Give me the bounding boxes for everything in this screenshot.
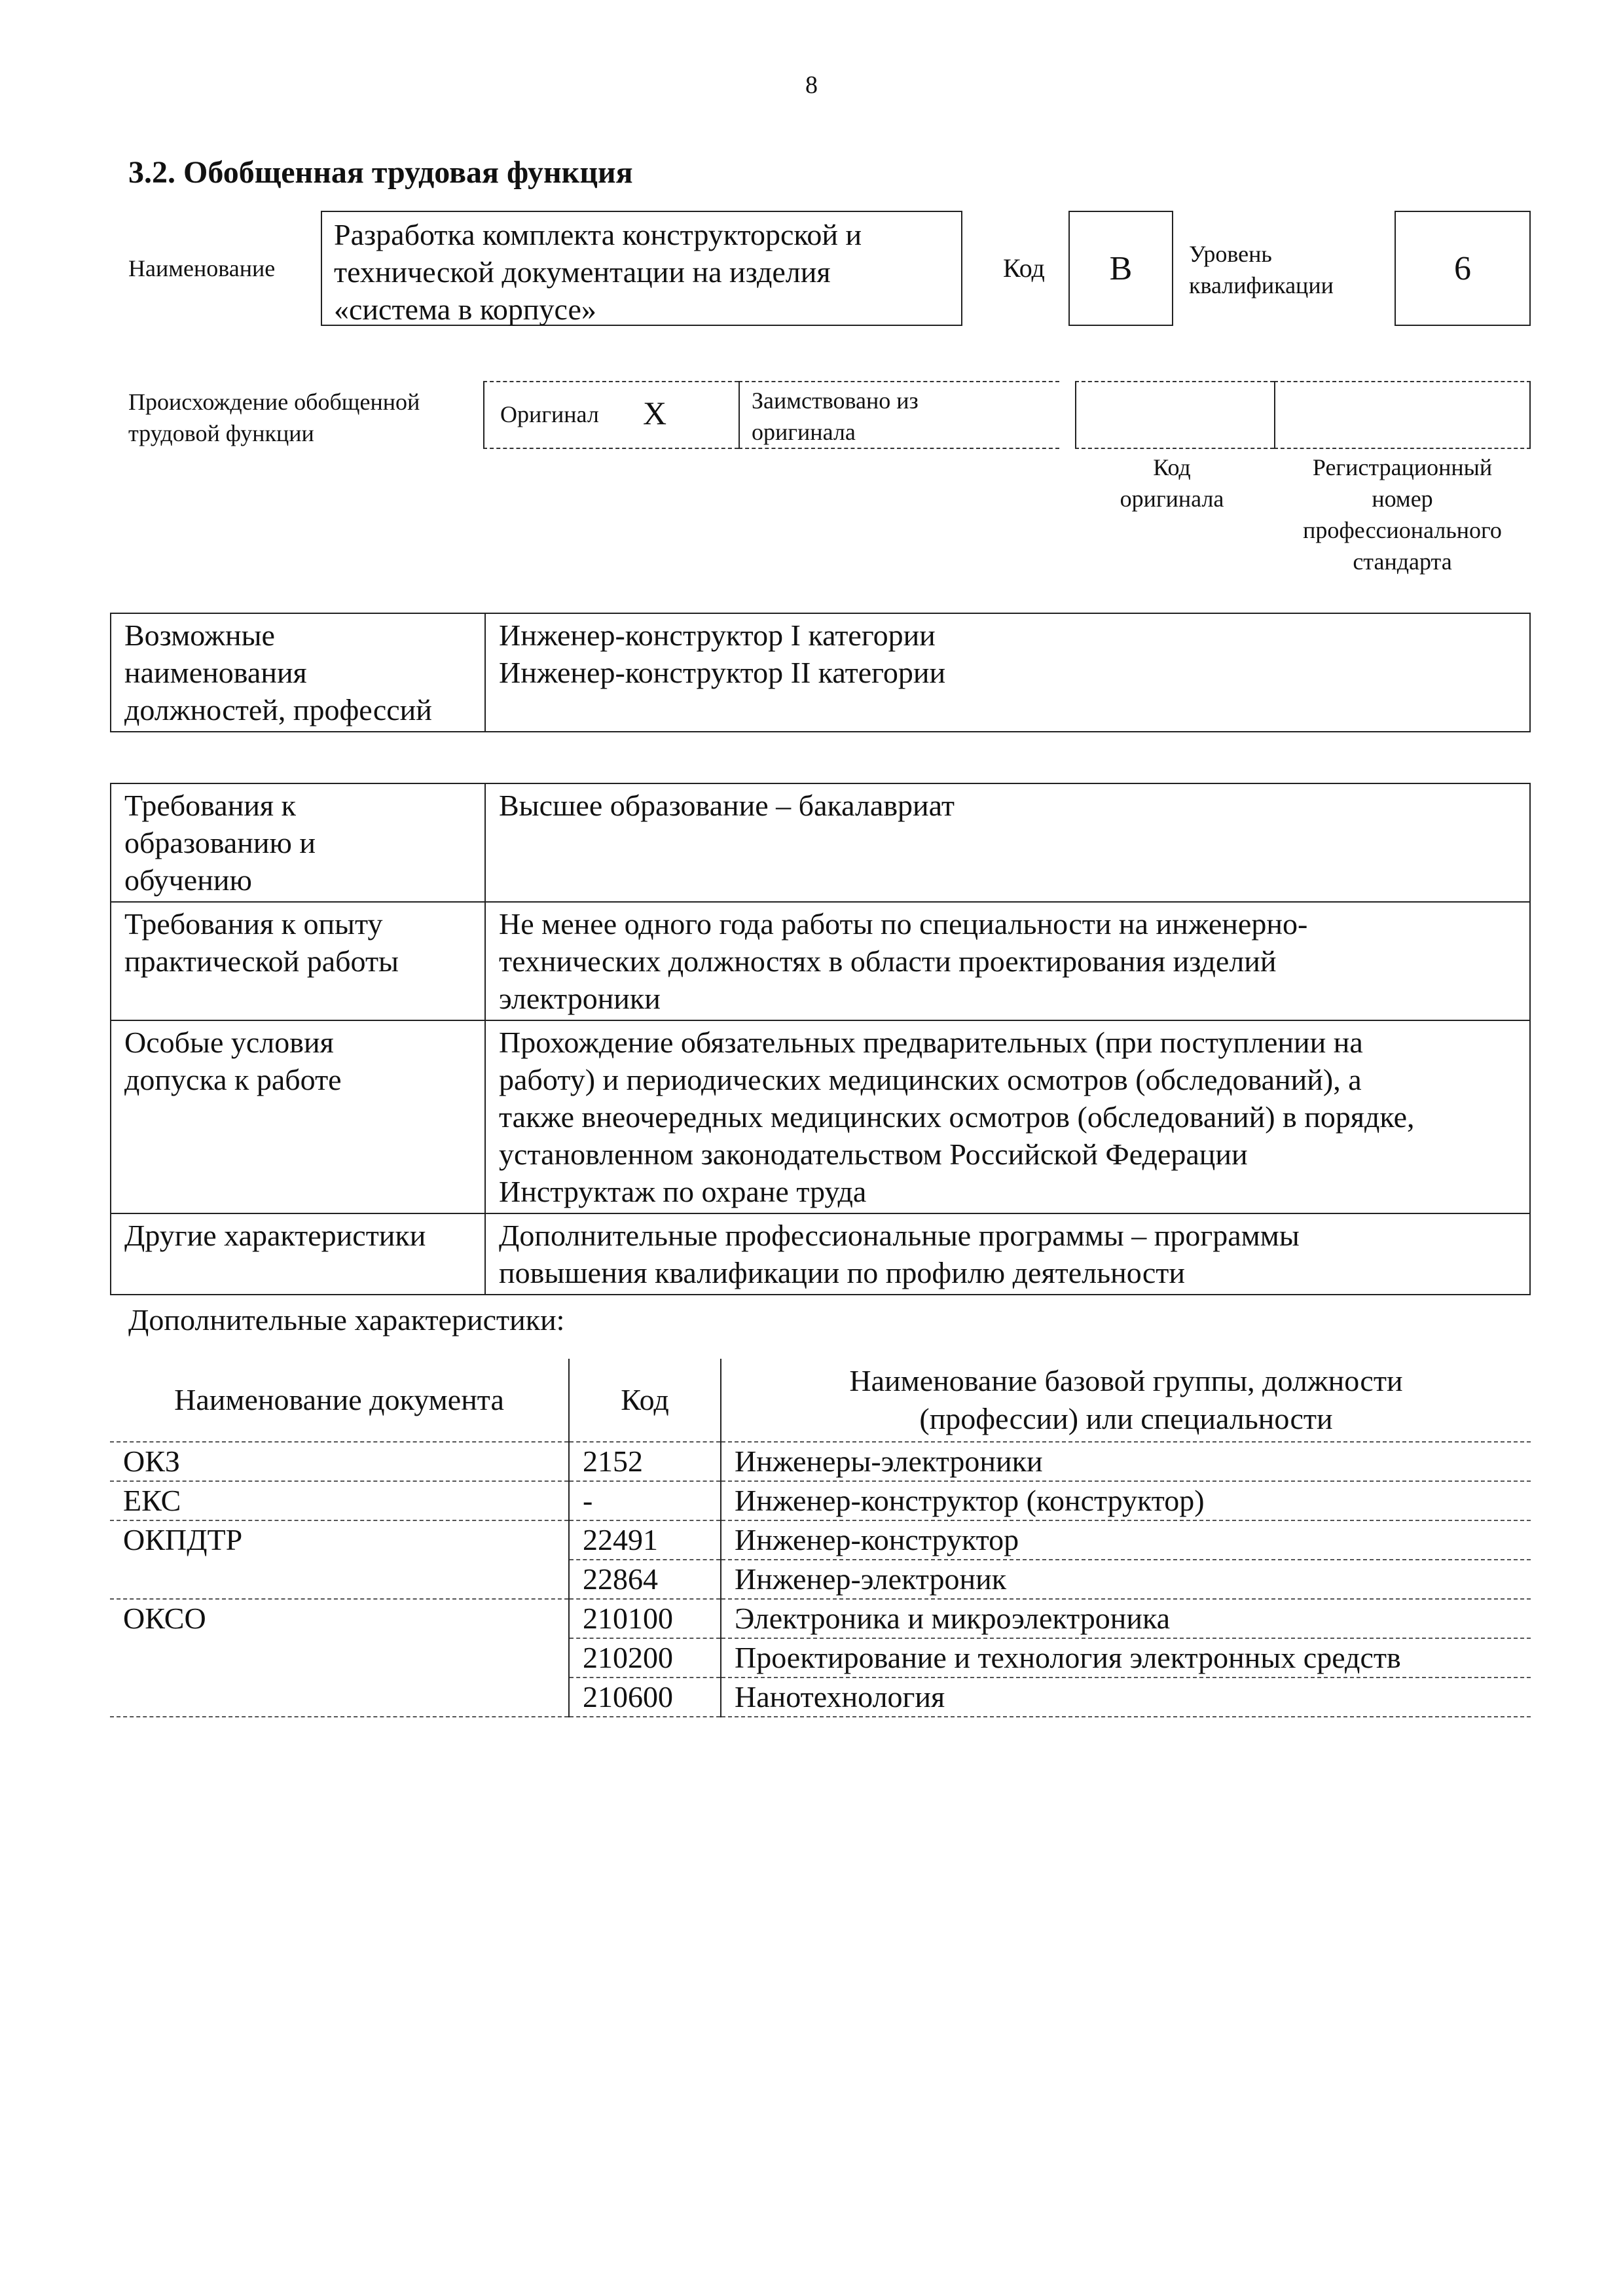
original-cell [483, 381, 739, 449]
table-row [110, 1481, 1531, 1520]
positions-table [110, 613, 1531, 732]
caption-line: стандарта [1353, 548, 1452, 575]
table-row [111, 1213, 1530, 1295]
name-label: Наименование [128, 255, 276, 281]
name-line: Разработка комплекта конструкторской и [334, 218, 862, 251]
borrowed-line: оригинала [752, 419, 856, 445]
origin-label-line: Происхождение обобщенной [128, 389, 420, 415]
cell-name: Инженеры-электроники [721, 1442, 1531, 1481]
req-label: Другие характеристики [111, 1213, 485, 1295]
page-number: 8 [805, 71, 818, 99]
caption-line: номер [1372, 486, 1433, 512]
cell-code: 210600 [569, 1677, 721, 1717]
borrowed-line: Заимствовано из [752, 387, 919, 414]
req-label: Требования к образованию и обучению [111, 783, 485, 902]
borrowed-cell [739, 381, 1059, 449]
cell-name: Инженер-электроник [721, 1560, 1531, 1599]
name-box [321, 211, 962, 326]
level-label [1189, 238, 1334, 301]
table-row [111, 613, 1530, 732]
cell-code: 210100 [569, 1599, 721, 1638]
original-code-cell [1075, 381, 1274, 449]
reg-number-cell [1274, 381, 1531, 449]
cell-doc [110, 1677, 569, 1717]
req-value: Высшее образование – бакалавриат [485, 783, 1530, 902]
level-label-line: квалификации [1189, 272, 1334, 298]
caption-line: оригинала [1120, 486, 1224, 512]
table-header-row [110, 1359, 1531, 1442]
name-line: «система в корпусе» [334, 293, 596, 326]
cell-code: 22864 [569, 1560, 721, 1599]
section-title: 3.2. Обобщенная трудовая функция [128, 155, 633, 190]
cell-code: 22491 [569, 1520, 721, 1560]
caption-line: профессионального [1303, 517, 1502, 543]
table-row [110, 1442, 1531, 1481]
table-row [110, 1599, 1531, 1638]
code-value: B [1068, 211, 1173, 326]
cell-name: Нанотехнология [721, 1677, 1531, 1717]
table-row [110, 1638, 1531, 1677]
code-label: Код [1003, 253, 1045, 283]
req-value: Дополнительные профессиональные программы – программы повышения квалификации по профилю деятельности [485, 1213, 1530, 1295]
code-caption [1074, 452, 1270, 514]
origin-row [483, 381, 1531, 449]
req-value: Не менее одного года работы по специальности на инженерно- технических должностях в области проектирования изделий электроники [485, 902, 1530, 1020]
table-row [110, 1560, 1531, 1599]
req-label: Требования к опыту практической работы [111, 902, 485, 1020]
req-value: Прохождение обязательных предварительных (при поступлении на работу) и периодических медицинских осмотров (обследований), а также внеочередных медицинских осмотров (обследований) в порядке, установленном законодательством Российской Федерации Инструктаж по охране труда [485, 1020, 1530, 1213]
positions-value: Инженер-конструктор I категории Инженер-конструктор II категории [485, 613, 1530, 732]
cell-doc: ОКПДТР [123, 1523, 243, 1556]
requirements-table [110, 783, 1531, 1295]
header-name: Наименование базовой группы, должности (профессии) или специальности [721, 1359, 1531, 1442]
origin-label-line: трудовой функции [128, 420, 314, 446]
caption-line: Код [1153, 454, 1191, 480]
cell-doc [110, 1638, 569, 1677]
cell-name: Электроника и микроэлектроника [721, 1599, 1531, 1638]
cell-code: 210200 [569, 1638, 721, 1677]
cell-name: Инженер-конструктор [721, 1520, 1531, 1560]
cell-code: - [569, 1481, 721, 1520]
table-row [110, 1520, 1531, 1560]
table-row [111, 783, 1530, 902]
req-label: Особые условия допуска к работе [111, 1020, 485, 1213]
codes-table [110, 1359, 1531, 1717]
name-line: технической документации на изделия [334, 255, 831, 289]
cell-name: Инженер-конструктор (конструктор) [721, 1481, 1531, 1520]
extra-title: Дополнительные характеристики: [128, 1303, 565, 1336]
original-label: Оригинал [500, 401, 599, 427]
reg-caption [1274, 452, 1531, 577]
level-label-line: Уровень [1189, 241, 1272, 267]
cell-doc: ЕКС [110, 1481, 569, 1520]
table-row [111, 902, 1530, 1020]
caption-line: Регистрационный [1312, 454, 1493, 480]
cell-code: 2152 [569, 1442, 721, 1481]
origin-label [128, 386, 420, 449]
cell-doc: ОКЗ [110, 1442, 569, 1481]
table-row [111, 1020, 1530, 1213]
cell-doc [110, 1560, 569, 1599]
cell-doc: ОКСО [123, 1602, 206, 1635]
original-mark: X [643, 395, 667, 431]
table-row [110, 1677, 1531, 1717]
positions-label: Возможные наименования должностей, профессий [111, 613, 485, 732]
cell-name: Проектирование и технология электронных средств [721, 1638, 1531, 1677]
header-code: Код [569, 1359, 721, 1442]
level-value: 6 [1395, 211, 1531, 326]
header-doc: Наименование документа [110, 1359, 569, 1442]
